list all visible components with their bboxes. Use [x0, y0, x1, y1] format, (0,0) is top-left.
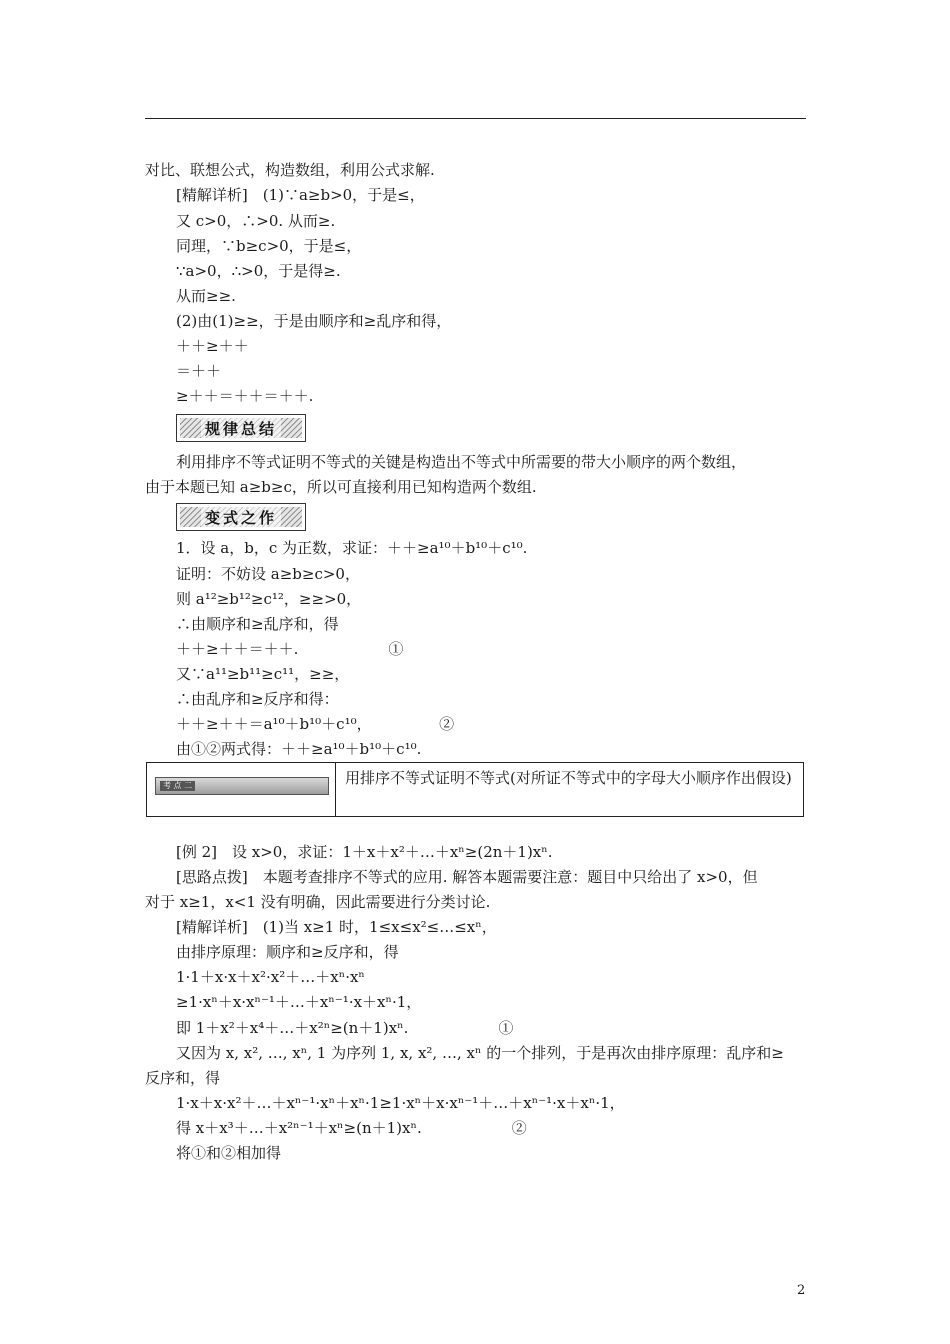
- text-line: [精解详析] (1)当 x≥1 时，1≤x≤x²≤…≤xⁿ，: [176, 918, 497, 936]
- text-line: 1．设 a，b，c 为正数，求证：＋＋≥a¹⁰＋b¹⁰＋c¹⁰.: [176, 539, 528, 557]
- text-line: ＋＋≥＋＋＝＋＋. ①: [176, 640, 404, 658]
- text-line: 从而≥≥.: [176, 287, 236, 305]
- kaodian-box: [146, 762, 804, 817]
- text-line: (2)由(1)≥≥，于是由顺序和≥乱序和得，: [176, 312, 452, 330]
- variant-badge: 变式之作: [176, 503, 306, 531]
- text-line: ＝＋＋: [176, 362, 222, 380]
- text-line: 反序和，得: [145, 1069, 221, 1087]
- kaodian-tag-cell: [147, 763, 336, 816]
- text-line: 利用排序不等式证明不等式的关键是构造出不等式中所需要的带大小顺序的两个数组，: [176, 453, 747, 471]
- text-line: 1·1＋x·x＋x²·x²＋…＋xⁿ·xⁿ: [176, 968, 365, 986]
- text-line: [思路点拨] 本题考查排序不等式的应用. 解答本题需要注意：题目中只给出了 x>0，但: [176, 868, 758, 886]
- text-line: 由于本题已知 a≥b≥c，所以可直接利用已知构造两个数组.: [145, 478, 537, 496]
- text-line: 证明：不妨设 a≥b≥c>0，: [176, 565, 360, 583]
- text-line: [例 2] 设 x>0，求证：1＋x＋x²＋…＋xⁿ≥(2n＋1)xⁿ.: [176, 843, 553, 861]
- text-line: 对于 x≥1，x<1 没有明确，因此需要进行分类讨论.: [145, 893, 491, 911]
- text-line: 得 x＋x³＋…＋x²ⁿ⁻¹＋xⁿ≥(n＋1)xⁿ. ②: [176, 1119, 527, 1137]
- text-line: 同理，∵b≥c>0，于是≤，: [176, 237, 362, 255]
- text-line: [精解详析] (1)∵a≥b>0，于是≤，: [176, 186, 425, 204]
- text-line: ∵a>0，∴>0，于是得≥.: [176, 262, 341, 280]
- text-line: 又 c>0，∴>0. 从而≥.: [176, 212, 336, 230]
- text-line: ∴由顺序和≥乱序和，得: [176, 615, 339, 633]
- text-line: 又∵a¹¹≥b¹¹≥c¹¹，≥≥，: [176, 665, 350, 683]
- text-line: ＋＋≥＋＋＝a¹⁰＋b¹⁰＋c¹⁰， ②: [176, 715, 455, 733]
- kaodian-tag: 考 点 二: [155, 777, 329, 795]
- text-line: 又因为 x, x², …, xⁿ, 1 为序列 1, x, x², …, xⁿ 的一个排列，于是再次由排序原理：乱序和≥: [176, 1044, 784, 1062]
- text-line: ∴由乱序和≥反序和得：: [176, 690, 339, 708]
- text-line: 由①②两式得：＋＋≥a¹⁰＋b¹⁰＋c¹⁰.: [176, 740, 422, 758]
- text-line: 由排序原理：顺序和≥反序和，得: [176, 943, 399, 961]
- text-line: ＋＋≥＋＋: [176, 337, 249, 355]
- text-line: 对比、联想公式，构造数组，利用公式求解.: [145, 161, 435, 179]
- text-line: 则 a¹²≥b¹²≥c¹²，≥≥>0，: [176, 590, 362, 608]
- text-line: 即 1＋x²＋x⁴＋…＋x²ⁿ≥(n＋1)xⁿ. ①: [176, 1019, 514, 1037]
- text-line: ≥＋＋＝＋＋＝＋＋.: [176, 387, 314, 405]
- text-line: ≥1·xⁿ＋x·xⁿ⁻¹＋…＋xⁿ⁻¹·x＋xⁿ·1，: [176, 993, 422, 1011]
- summary-badge: 规律总结: [176, 414, 306, 442]
- text-line: 1·x＋x·x²＋…＋xⁿ⁻¹·xⁿ＋xⁿ·1≥1·xⁿ＋x·xⁿ⁻¹＋…＋xⁿ⁻¹·x＋xⁿ·1，: [176, 1094, 625, 1112]
- header-rule: [145, 118, 806, 119]
- kaodian-title: 用排序不等式证明不等式(对所证不等式中的字母大小顺序作出假设): [345, 769, 792, 787]
- page-number: 2: [797, 1283, 806, 1298]
- text-line: 将①和②相加得: [176, 1144, 282, 1162]
